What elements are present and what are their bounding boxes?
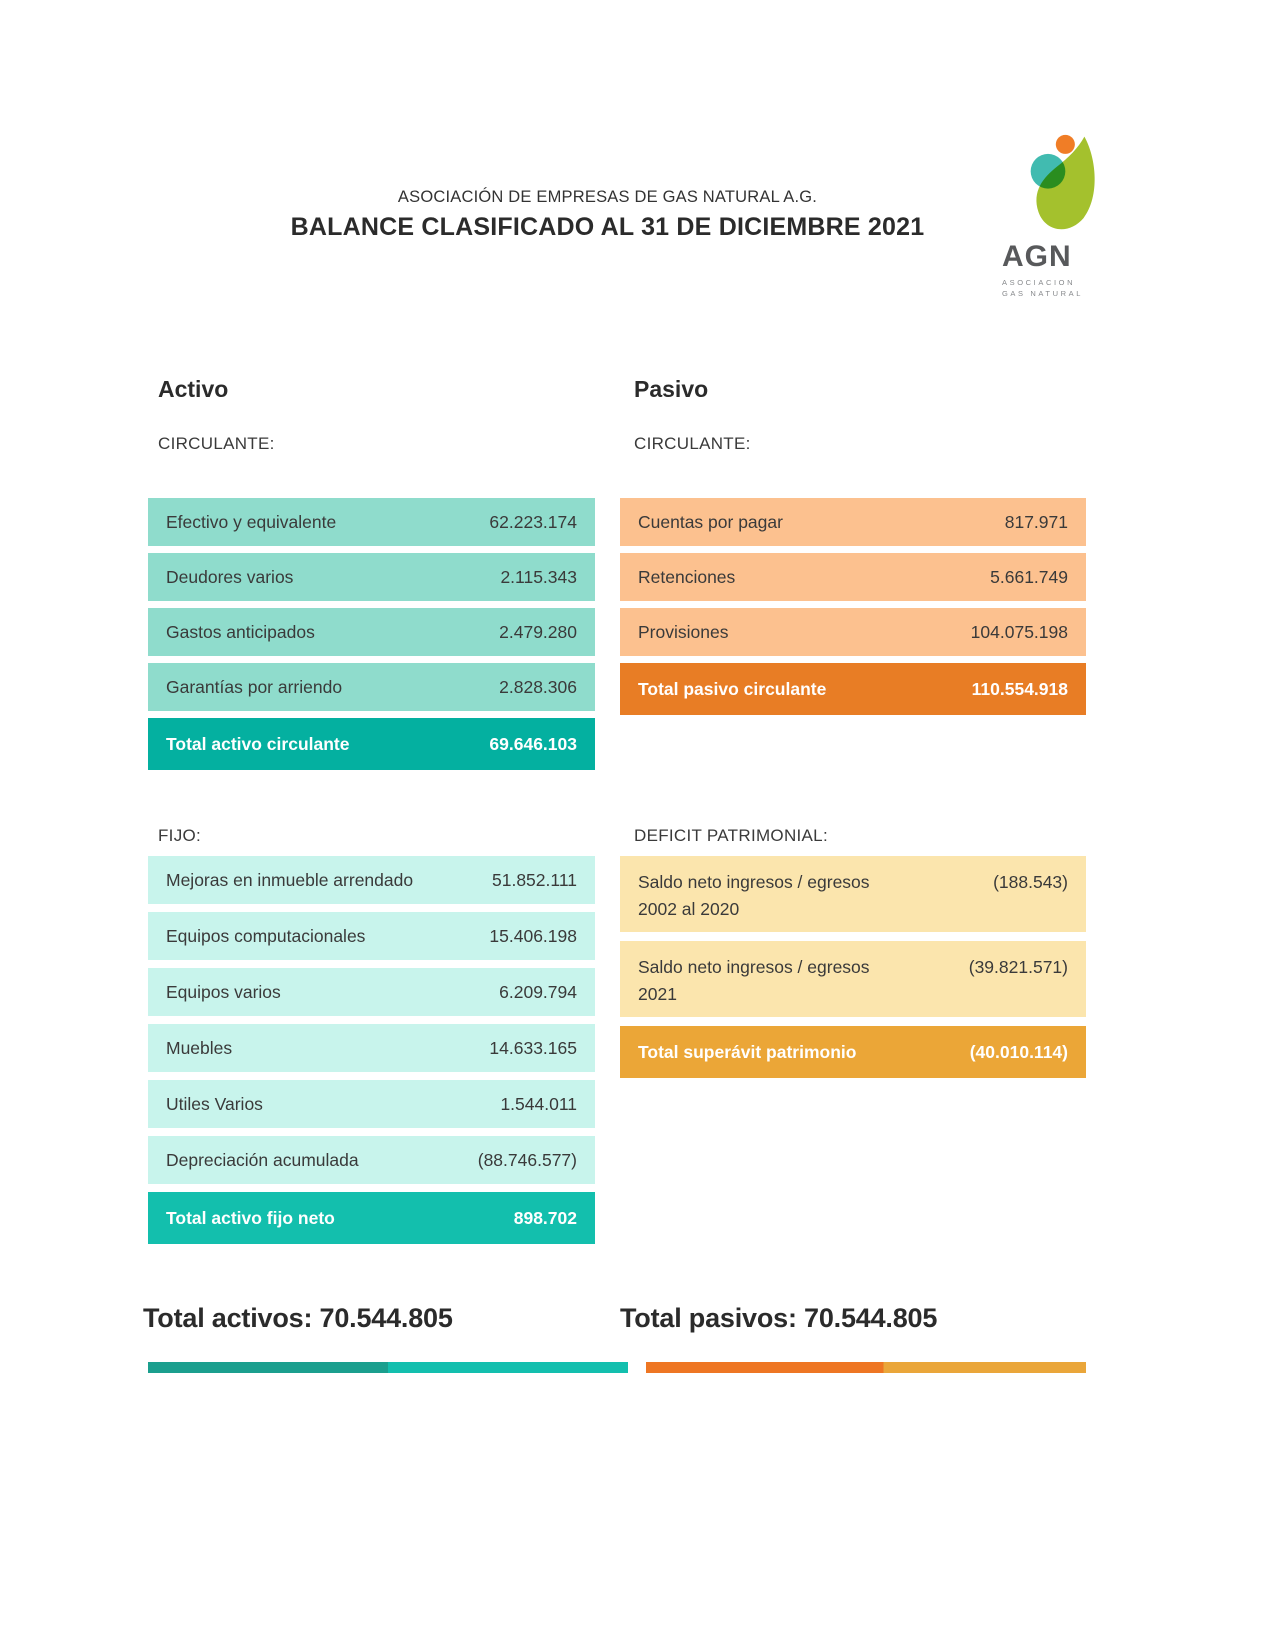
row-label: Gastos anticipados [166,621,315,642]
row-label-line2: 2021 [638,984,677,1005]
logo-tagline-line2: GAS NATURAL [1002,289,1083,299]
row-label: Cuentas por pagar [638,511,783,532]
row-label-line2: 2002 al 2020 [638,899,740,920]
activo-column [148,0,595,1650]
row-label: Depreciación acumulada [166,1149,359,1170]
row-value: 817.971 [1004,511,1068,532]
row-label: Muebles [166,1037,233,1058]
table-row [148,1136,595,1184]
total-label: Total superávit patrimonio [638,1041,857,1062]
total-label: Total activo fijo neto [166,1207,335,1228]
row-label-line1: Saldo neto ingresos / egresos [638,872,870,892]
row-label: Utiles Varios [166,1093,263,1114]
row-value: 6.209.794 [499,981,577,1002]
row-value: 2.479.280 [499,621,577,642]
row-value: (188.543) [993,872,1068,892]
table-row [148,663,595,711]
pasivo-circulante-label: CIRCULANTE: [634,434,751,453]
table-row [620,498,1086,546]
row-label: Provisiones [638,621,729,642]
table-row [148,553,595,601]
table-row [148,912,595,960]
table-row [148,498,595,546]
total-activo-circulante-row [148,718,595,770]
total-pasivos: Total pasivos: 70.544.805 [620,1303,938,1333]
total-value: (40.010.114) [969,1041,1068,1062]
pasivo-column [620,0,1086,1650]
row-value: (88.746.577) [477,1149,577,1170]
row-label: Equipos computacionales [166,925,366,946]
page-title: BALANCE CLASIFICADO AL 31 DE DICIEMBRE 2021 [290,213,925,241]
table-row [620,608,1086,656]
row-label: Garantías por arriendo [166,676,343,697]
table-row [148,968,595,1016]
total-value: 69.646.103 [489,733,577,754]
table-row [620,553,1086,601]
table-row [148,1080,595,1128]
activo-circulante-label: CIRCULANTE: [158,434,275,453]
total-activo-fijo-row [148,1192,595,1244]
table-row [148,856,595,904]
pasivo-accent-bar [646,1362,1086,1373]
row-label [620,856,870,923]
total-label: Total pasivo circulante [638,678,827,699]
row-value: 2.828.306 [499,676,577,697]
row-label-line1: Saldo neto ingresos / egresos [638,957,870,977]
table-row [148,1024,595,1072]
row-value: (39.821.571) [968,957,1068,977]
total-value: 110.554.918 [971,678,1068,699]
row-label: Mejoras en inmueble arrendado [166,869,414,890]
deficit-patrimonial-label: DEFICIT PATRIMONIAL: [634,826,828,845]
activo-heading: Activo [158,376,229,402]
row-label: Equipos varios [166,981,281,1002]
organization-name: ASOCIACIÓN DE EMPRESAS DE GAS NATURAL A.G. [397,188,818,206]
row-value: 5.661.749 [990,566,1068,587]
row-value: 2.115.343 [500,566,577,587]
activo-fijo-label: FIJO: [158,826,202,845]
row-value: 51.852.111 [492,869,577,890]
table-row [148,608,595,656]
logo-tagline-line1: ASOCIACION [1002,278,1076,287]
row-value: 104.075.198 [970,621,1068,642]
pasivo-heading: Pasivo [634,376,709,402]
total-pasivo-circulante-row [620,663,1086,715]
total-superavit-row [620,1026,1086,1078]
row-value: 14.633.165 [489,1037,577,1058]
total-value: 898.702 [513,1207,577,1228]
row-label: Efectivo y equivalente [166,511,337,532]
table-row [620,856,1086,932]
row-label: Retenciones [638,566,736,587]
row-value: 15.406.198 [489,925,577,946]
row-value: 62.223.174 [489,511,577,532]
row-value: 1.544.011 [500,1093,577,1114]
activo-accent-bar [148,1362,628,1373]
table-row [620,941,1086,1017]
row-label: Deudores varios [166,566,294,587]
row-label [620,941,870,1008]
total-label: Total activo circulante [166,733,350,754]
total-activos: Total activos: 70.544.805 [143,1303,453,1333]
logo-acronym: AGN [1002,240,1072,273]
